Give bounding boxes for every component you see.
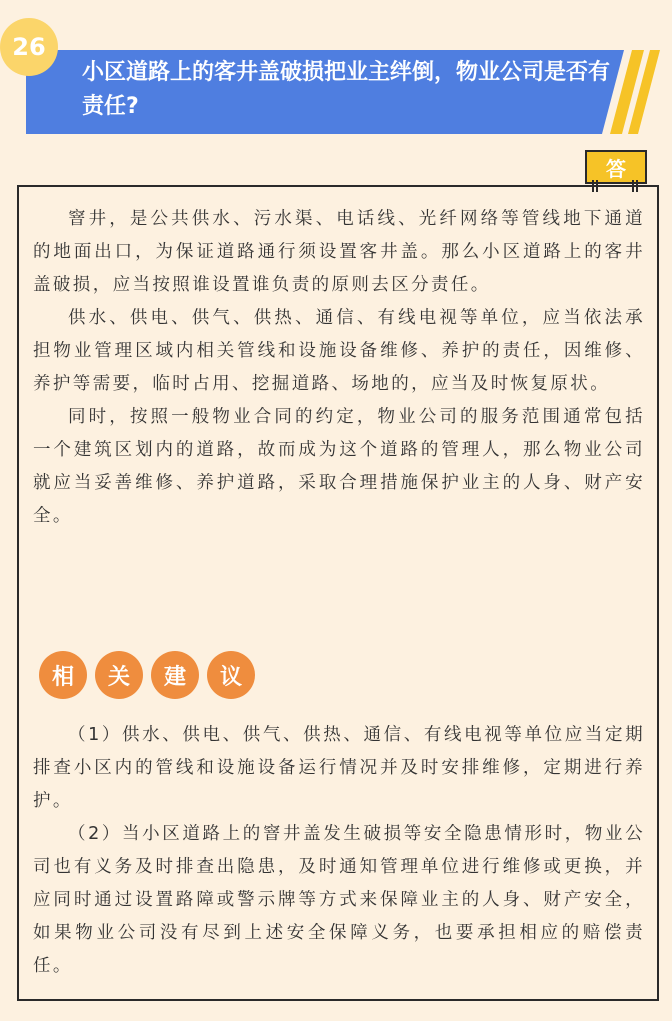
suggestion-paragraph: （2）当小区道路上的窨井盖发生破损等安全隐患情形时，物业公司也有义务及时排查出隐患，及时通知管理单位进行维修或更换，并应同时通过设置路障或警示牌等方式来保障业主的人身、财产安全，如果物业公司没有尽到上述安全保障义务，也要承担相应的赔偿责任。 [33, 824, 645, 976]
advice-heading-char: 建 [151, 651, 199, 699]
related-advice-heading [39, 651, 255, 699]
advice-heading-char: 相 [39, 651, 87, 699]
answer-content-box [17, 185, 659, 1001]
answer-paragraph: 同时，按照一般物业合同的约定，物业公司的服务范围通常包括一个建筑区划内的道路，故而成为这个道路的管理人，那么物业公司就应当妥善维修、养护道路，采取合理措施保护业主的人身、财产安全。 [33, 407, 645, 526]
answer-tag-leg-right [632, 180, 638, 192]
answer-body [33, 203, 645, 533]
question-title-banner [26, 46, 666, 136]
answer-paragraph: 窨井，是公共供水、污水渠、电话线、光纤网络等管线地下通道的地面出口，为保证道路通行须设置客井盖。那么小区道路上的客井盖破损，应当按照谁设置谁负责的原则去区分责任。 [33, 209, 645, 295]
suggestion-paragraph: （1）供水、供电、供气、供热、通信、有线电视等单位应当定期排查小区内的管线和设施设备运行情况并及时安排维修，定期进行养护。 [33, 725, 645, 811]
advice-heading-char: 议 [207, 651, 255, 699]
answer-paragraph: 供水、供电、供气、供热、通信、有线电视等单位，应当依法承担物业管理区域内相关管线和设施设备维修、养护的责任，因维修、养护等需要，临时占用、挖掘道路、场地的，应当及时恢复原状。 [33, 308, 645, 394]
question-title: 小区道路上的客井盖破损把业主绊倒，物业公司是否有责任? [82, 60, 611, 119]
answer-tag: 答 [585, 150, 647, 184]
advice-heading-char: 关 [95, 651, 143, 699]
suggestions-body [33, 719, 645, 983]
answer-tag-leg-left [592, 180, 598, 192]
question-number-badge: 26 [0, 18, 58, 76]
